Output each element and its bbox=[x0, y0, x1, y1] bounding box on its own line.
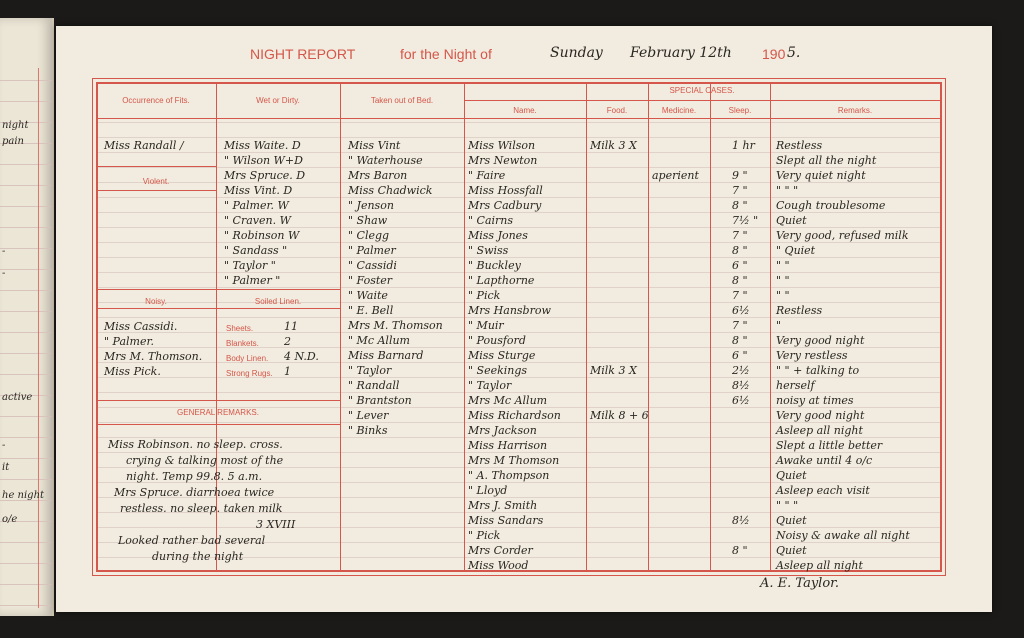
wet-dirty-entry: Miss Vint. D bbox=[224, 184, 293, 197]
general-remark-line: restless. no sleep. taken milk bbox=[120, 502, 283, 515]
table-outer-right bbox=[945, 78, 946, 576]
violent-rule-top bbox=[96, 166, 216, 167]
left-page-rule bbox=[0, 542, 52, 543]
table-outer-left bbox=[92, 78, 93, 576]
special-case-food: Milk 8 + 6 bbox=[590, 409, 649, 422]
taken-out-entry: " Shaw bbox=[348, 214, 388, 227]
ruled-line bbox=[96, 392, 940, 393]
special-case-name: Mrs M Thomson bbox=[468, 454, 560, 467]
report-year-digit: 5. bbox=[787, 45, 801, 61]
soiled-linen-value: 2 bbox=[284, 335, 291, 348]
left-page-rule bbox=[0, 311, 52, 312]
for-the-night-of: for the Night of bbox=[400, 46, 492, 62]
special-case-sleep: 7 " bbox=[732, 229, 748, 242]
taken-out-entry: " E. Bell bbox=[348, 304, 394, 317]
special-case-remarks: Slept a little better bbox=[776, 439, 883, 452]
column-divider bbox=[648, 82, 649, 570]
special-case-sleep: 6 " bbox=[732, 259, 748, 272]
noisy-entry: " Palmer. bbox=[104, 335, 155, 348]
special-case-name: Mrs Cadbury bbox=[468, 199, 542, 212]
left-page-fragment: it bbox=[2, 462, 10, 473]
soiled-linen-value: 1 bbox=[284, 365, 291, 378]
special-cases-rule bbox=[464, 100, 940, 101]
wet-dirty-entry: " Robinson W bbox=[224, 229, 300, 242]
general-remark-line: during the night bbox=[152, 550, 244, 563]
noisy-entry: Mrs M. Thomson. bbox=[104, 350, 203, 363]
left-page-fragment: he night bbox=[2, 490, 45, 501]
special-case-name: Miss Hossfall bbox=[468, 184, 543, 197]
header-fits: Occurrence of Fits. bbox=[122, 96, 190, 105]
ruled-line bbox=[96, 317, 940, 318]
special-case-name: Miss Harrison bbox=[468, 439, 548, 452]
taken-out-entry: Miss Barnard bbox=[348, 349, 424, 362]
special-case-name: " Lapthorne bbox=[468, 274, 535, 287]
special-case-name: " Buckley bbox=[468, 259, 521, 272]
special-case-sleep: 8 " bbox=[732, 274, 748, 287]
report-year-prefix: 190 bbox=[762, 46, 786, 62]
left-page-rule bbox=[0, 227, 52, 228]
special-case-remarks: Very good, refused milk bbox=[776, 229, 909, 242]
report-title: NIGHT REPORT bbox=[250, 46, 356, 62]
column-divider bbox=[586, 82, 587, 570]
column-divider bbox=[340, 82, 341, 570]
special-case-sleep: 9 " bbox=[732, 169, 748, 182]
taken-out-entry: Miss Chadwick bbox=[348, 184, 433, 197]
general-rule-bottom bbox=[96, 424, 340, 425]
header-special-cases: SPECIAL CASES. bbox=[669, 86, 735, 95]
taken-out-entry: " Brantston bbox=[348, 394, 412, 407]
wet-dirty-entry: " Palmer " bbox=[224, 274, 281, 287]
ruled-line bbox=[96, 122, 940, 123]
general-remark-line: Miss Robinson. no sleep. cross. bbox=[108, 438, 283, 451]
special-case-sleep: 8½ bbox=[732, 514, 750, 527]
special-case-name: Mrs Jackson bbox=[468, 424, 537, 437]
general-remark-line: 3 XVIII bbox=[256, 518, 296, 531]
column-divider bbox=[770, 82, 771, 570]
column-divider bbox=[710, 82, 711, 570]
table-outer-top bbox=[92, 78, 946, 79]
special-case-name: Miss Wilson bbox=[468, 139, 536, 152]
wet-dirty-entry: " Taylor " bbox=[224, 259, 276, 272]
special-case-name: Miss Sandars bbox=[468, 514, 544, 527]
ruled-line bbox=[96, 137, 940, 138]
special-case-sleep: 1 hr bbox=[732, 139, 755, 152]
ruled-line bbox=[96, 212, 940, 213]
ruled-line bbox=[96, 272, 940, 273]
taken-out-entry: " Clegg bbox=[348, 229, 390, 242]
special-case-name: " Taylor bbox=[468, 379, 512, 392]
header-remarks: Remarks. bbox=[837, 106, 873, 115]
special-case-sleep: 8½ bbox=[732, 379, 750, 392]
header-taken-out: Taken out of Bed. bbox=[370, 96, 434, 105]
table-border-left bbox=[96, 82, 98, 570]
wet-dirty-entry: " Palmer. W bbox=[224, 199, 289, 212]
special-case-remarks: Asleep all night bbox=[776, 559, 863, 572]
special-case-name: " A. Thompson bbox=[468, 469, 550, 482]
ruled-line bbox=[96, 362, 940, 363]
special-case-name: Mrs Mc Allum bbox=[468, 394, 548, 407]
header-general-remarks: GENERAL REMARKS. bbox=[177, 408, 259, 417]
special-case-remarks: " " bbox=[776, 259, 790, 272]
general-rule-top bbox=[96, 400, 340, 401]
special-case-name: Mrs Newton bbox=[468, 154, 538, 167]
special-case-sleep: 8 " bbox=[732, 334, 748, 347]
left-page-fragment: night bbox=[2, 120, 29, 131]
special-case-name: " Seekings bbox=[468, 364, 528, 377]
left-page-fragment: o/e bbox=[2, 514, 18, 525]
special-case-remarks: " Quiet bbox=[776, 244, 816, 257]
special-case-name: Mrs J. Smith bbox=[468, 499, 538, 512]
special-case-sleep: 6½ bbox=[732, 394, 750, 407]
ruled-line bbox=[96, 242, 940, 243]
special-case-sleep: 2½ bbox=[732, 364, 750, 377]
taken-out-entry: " Mc Allum bbox=[348, 334, 410, 347]
left-page-rule bbox=[0, 563, 52, 564]
ruled-line bbox=[96, 182, 940, 183]
left-page-rule bbox=[0, 437, 52, 438]
taken-out-entry: Mrs M. Thomson bbox=[348, 319, 443, 332]
header-wet-dirty: Wet or Dirty. bbox=[256, 96, 300, 105]
ruled-line bbox=[96, 287, 940, 288]
report-header bbox=[250, 44, 850, 68]
soiled-linen-value: 11 bbox=[284, 320, 298, 333]
taken-out-entry: " Waite bbox=[348, 289, 388, 302]
report-day: Sunday bbox=[550, 45, 603, 61]
left-page-rule bbox=[0, 332, 52, 333]
general-remark-line: Mrs Spruce. diarrhoea twice bbox=[114, 486, 275, 499]
special-case-remarks: Asleep each visit bbox=[776, 484, 870, 497]
header-noisy: Noisy. bbox=[145, 297, 167, 306]
left-page-rule bbox=[0, 584, 52, 585]
special-case-name: " Faire bbox=[468, 169, 506, 182]
special-case-name: Miss Wood bbox=[468, 559, 529, 572]
special-case-remarks: Slept all the night bbox=[776, 154, 877, 167]
special-case-sleep: 8 " bbox=[732, 244, 748, 257]
special-case-name: " Muir bbox=[468, 319, 504, 332]
table-border-right bbox=[940, 82, 942, 572]
special-case-remarks: Noisy & awake all night bbox=[776, 529, 910, 542]
taken-out-entry: Miss Vint bbox=[348, 139, 401, 152]
special-case-remarks: Restless bbox=[776, 139, 823, 152]
left-page-rule bbox=[0, 206, 52, 207]
special-case-name: " Lloyd bbox=[468, 484, 508, 497]
special-case-remarks: Very restless bbox=[776, 349, 848, 362]
taken-out-entry: " Cassidi bbox=[348, 259, 397, 272]
special-case-remarks: noisy at times bbox=[776, 394, 854, 407]
taken-out-entry: " Jenson bbox=[348, 199, 394, 212]
left-page-fragment: - bbox=[2, 246, 6, 257]
wet-dirty-entry: " Sandass " bbox=[224, 244, 288, 257]
left-page-rule bbox=[0, 80, 52, 81]
left-page-rule bbox=[0, 269, 52, 270]
special-case-remarks: " " bbox=[776, 274, 790, 287]
ruled-line bbox=[96, 332, 940, 333]
taken-out-entry: " Waterhouse bbox=[348, 154, 423, 167]
soiled-linen-label: Blankets. bbox=[226, 339, 259, 348]
wet-dirty-entry: Mrs Spruce. D bbox=[224, 169, 306, 182]
left-page-rule bbox=[0, 353, 52, 354]
left-page-rule bbox=[0, 248, 52, 249]
noisy-entry: Miss Cassidi. bbox=[104, 320, 178, 333]
ruled-line bbox=[96, 422, 940, 423]
header-violent: Violent. bbox=[142, 177, 170, 186]
signature: A. E. Taylor. bbox=[760, 576, 840, 591]
ruled-line bbox=[96, 227, 940, 228]
left-page-rule bbox=[0, 185, 52, 186]
ruled-line bbox=[96, 197, 940, 198]
column-divider bbox=[464, 82, 465, 570]
general-remark-line: Looked rather bad several bbox=[118, 534, 266, 547]
header-food: Food. bbox=[606, 106, 628, 115]
left-page-rule bbox=[0, 416, 52, 417]
wet-dirty-entry: " Wilson W+D bbox=[224, 154, 303, 167]
special-case-remarks: " " " bbox=[776, 184, 799, 197]
taken-out-entry: " Foster bbox=[348, 274, 393, 287]
ruled-line bbox=[96, 467, 940, 468]
soiled-linen-label: Strong Rugs. bbox=[226, 369, 273, 378]
special-case-remarks: Very good night bbox=[776, 334, 865, 347]
special-case-name: " Swiss bbox=[468, 244, 509, 257]
special-case-name: Mrs Hansbrow bbox=[468, 304, 551, 317]
header-soiled-linen: Soiled Linen. bbox=[254, 297, 302, 306]
special-case-name: " Pick bbox=[468, 529, 501, 542]
special-case-sleep: 7½ " bbox=[732, 214, 759, 227]
left-page-fragment: - bbox=[2, 268, 6, 279]
special-case-remarks: Quiet bbox=[776, 469, 807, 482]
left-page-rule bbox=[0, 605, 52, 606]
left-page-rule bbox=[0, 479, 52, 480]
special-case-name: Miss Jones bbox=[468, 229, 528, 242]
taken-out-entry: Mrs Baron bbox=[348, 169, 408, 182]
left-page-edge bbox=[0, 18, 54, 616]
soiled-linen-label: Body Linen. bbox=[226, 354, 269, 363]
header-bottom-rule bbox=[96, 118, 940, 119]
special-case-remarks: Cough troublesome bbox=[776, 199, 886, 212]
special-case-name: " Cairns bbox=[468, 214, 514, 227]
wet-dirty-entry: Miss Waite. D bbox=[224, 139, 301, 152]
header-sleep: Sleep. bbox=[728, 106, 752, 115]
table-border-top bbox=[96, 82, 940, 84]
left-page-rule bbox=[0, 374, 52, 375]
left-page-rule bbox=[0, 101, 52, 102]
general-remark-line: crying & talking most of the bbox=[126, 454, 284, 467]
ruled-line bbox=[96, 377, 940, 378]
ruled-line bbox=[96, 257, 940, 258]
soiled-linen-label: Sheets. bbox=[226, 324, 254, 333]
special-case-sleep: 6 " bbox=[732, 349, 748, 362]
special-case-name: " Pousford bbox=[468, 334, 526, 347]
general-remark-line: night. Temp 99.8. 5 a.m. bbox=[126, 470, 263, 483]
ruled-line bbox=[96, 152, 940, 153]
ruled-line bbox=[96, 527, 940, 528]
special-case-remarks: Asleep all night bbox=[776, 424, 863, 437]
special-case-name: Mrs Corder bbox=[468, 544, 533, 557]
taken-out-entry: " Binks bbox=[348, 424, 388, 437]
special-case-sleep: 8 " bbox=[732, 544, 748, 557]
special-case-name: Miss Richardson bbox=[468, 409, 561, 422]
ruled-line bbox=[96, 347, 940, 348]
taken-out-entry: " Taylor bbox=[348, 364, 392, 377]
taken-out-entry: " Randall bbox=[348, 379, 400, 392]
special-case-remarks: " " bbox=[776, 289, 790, 302]
left-page-fragment: - bbox=[2, 440, 6, 451]
special-case-remarks: " " + talking to bbox=[776, 364, 860, 377]
noisy-entry: Miss Pick. bbox=[104, 365, 161, 378]
special-case-food: Milk 3 X bbox=[590, 139, 637, 152]
left-page-rule bbox=[0, 458, 52, 459]
left-page-fragment: pain bbox=[2, 136, 25, 147]
fits-entry: Miss Randall / bbox=[104, 139, 184, 152]
soiled-linen-value: 4 N.D. bbox=[284, 350, 319, 363]
special-case-food: Milk 3 X bbox=[590, 364, 637, 377]
special-case-remarks: " " " bbox=[776, 499, 799, 512]
special-case-remarks: Restless bbox=[776, 304, 823, 317]
wet-dirty-entry: " Craven. W bbox=[224, 214, 291, 227]
noisy-rule-top bbox=[96, 289, 340, 290]
report-page bbox=[56, 26, 992, 612]
noisy-rule-bottom bbox=[96, 308, 340, 309]
special-case-remarks: Quiet bbox=[776, 514, 807, 527]
ruled-line bbox=[96, 452, 940, 453]
taken-out-entry: " Palmer bbox=[348, 244, 396, 257]
ruled-line bbox=[96, 167, 940, 168]
special-case-name: " Pick bbox=[468, 289, 501, 302]
left-page-fragment: active bbox=[2, 392, 33, 403]
special-case-remarks: " bbox=[776, 319, 782, 332]
header-medicine: Medicine. bbox=[661, 106, 697, 115]
special-case-remarks: Very good night bbox=[776, 409, 865, 422]
left-page-margin-line bbox=[38, 68, 39, 608]
special-case-name: Miss Sturge bbox=[468, 349, 536, 362]
left-page-rule bbox=[0, 290, 52, 291]
taken-out-entry: " Lever bbox=[348, 409, 389, 422]
header-name: Name. bbox=[513, 106, 537, 115]
special-case-sleep: 8 " bbox=[732, 199, 748, 212]
left-page-rule bbox=[0, 164, 52, 165]
special-case-sleep: 7 " bbox=[732, 289, 748, 302]
special-case-sleep: 6½ bbox=[732, 304, 750, 317]
special-case-remarks: Quiet bbox=[776, 214, 807, 227]
violent-rule-bottom bbox=[96, 190, 216, 191]
special-case-remarks: Very quiet night bbox=[776, 169, 866, 182]
special-case-sleep: 7 " bbox=[732, 319, 748, 332]
special-case-medicine: aperient bbox=[652, 169, 699, 182]
special-case-remarks: herself bbox=[776, 379, 815, 392]
report-date: February 12th bbox=[630, 45, 732, 61]
special-case-sleep: 7 " bbox=[732, 184, 748, 197]
special-case-remarks: Quiet bbox=[776, 544, 807, 557]
special-case-remarks: Awake until 4 o/c bbox=[776, 454, 873, 467]
